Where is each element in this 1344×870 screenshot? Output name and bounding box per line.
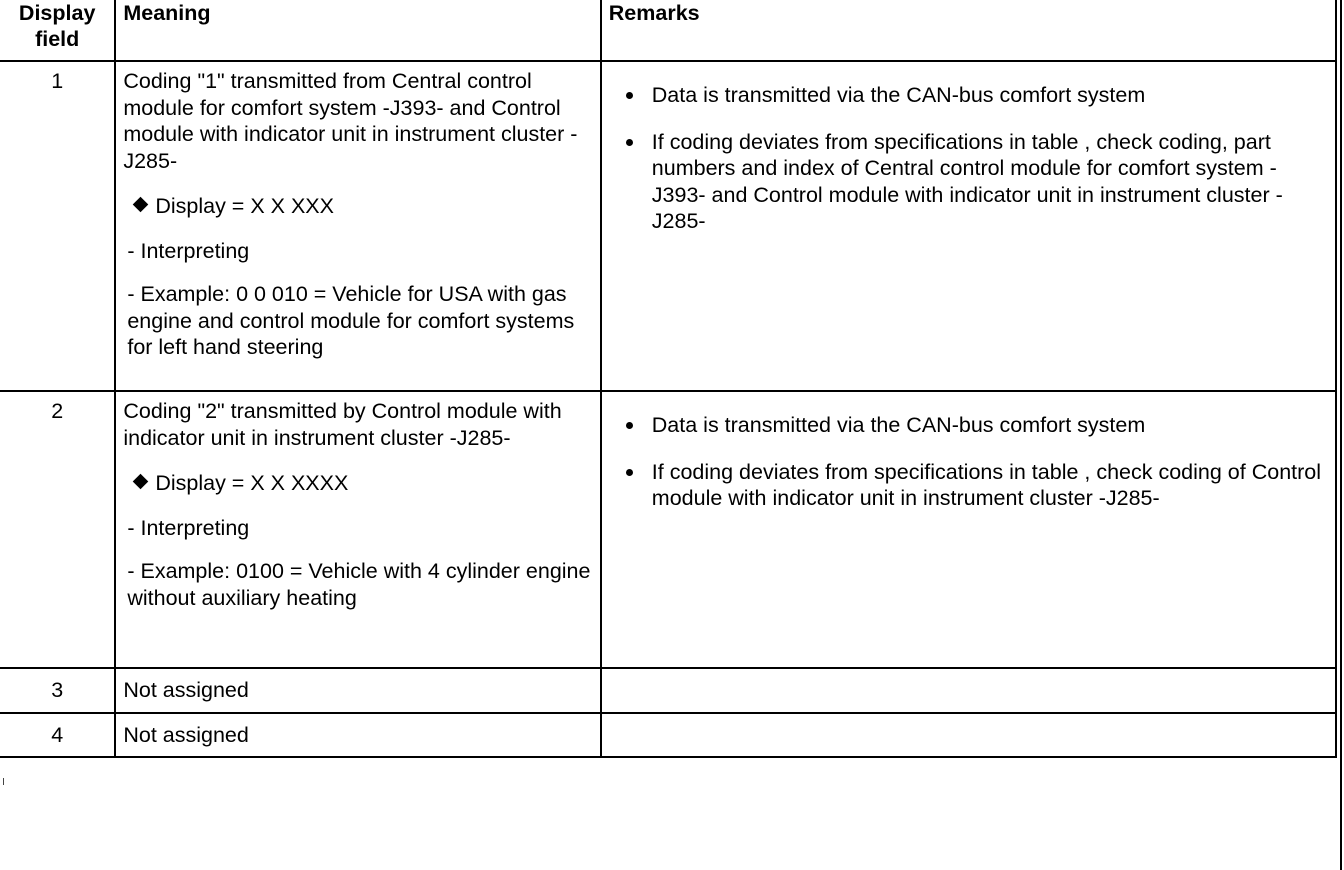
example-text: - Example: 0 0 010 = Vehicle for USA with gas engine and control module for comfort systems for left hand steering (127, 282, 575, 359)
row-meaning: Not assigned (115, 668, 600, 713)
table-row (0, 713, 1336, 758)
row-display-field: 2 (0, 391, 115, 668)
table-row (0, 391, 1336, 668)
row-remarks (601, 668, 1336, 713)
page-right-border (1340, 0, 1342, 870)
remark-item (624, 459, 1325, 512)
remarks-list (624, 82, 1325, 235)
bullet-icon (626, 139, 633, 146)
remark-item (624, 412, 1325, 439)
header-remarks: Remarks (601, 0, 1336, 61)
meaning-text: Coding "1" transmitted from Central control module for comfort system -J393- and Control module with indicator unit in instrument cluster -J285- (123, 69, 578, 173)
row-meaning (115, 61, 600, 391)
bullet-icon (626, 469, 633, 476)
meaning-text: Coding "2" transmitted by Control module with indicator unit in instrument cluster -J285- (123, 399, 562, 450)
row-display-field: 3 (0, 668, 115, 713)
remark-item (624, 82, 1325, 109)
display-line (129, 193, 591, 220)
table-row (0, 61, 1336, 391)
row-display-field: 4 (0, 713, 115, 758)
display-value: Display = X X XXX (155, 194, 334, 218)
header-display-field-line2: field (35, 27, 80, 51)
interpreting-text: - Interpreting (127, 515, 250, 540)
remark-text: If coding deviates from specifications in table , check coding of Control module with indicator unit in instrument cluster -J285- (651, 459, 1322, 510)
header-display-field-line1: Display (18, 1, 96, 25)
table-row (0, 668, 1336, 713)
example-text: - Example: 0100 = Vehicle with 4 cylinder engine without auxiliary heating (127, 559, 591, 610)
diamond-bullet-icon (133, 197, 149, 213)
row-meaning: Not assigned (115, 713, 600, 758)
row-meaning (115, 391, 600, 668)
remark-text: Data is transmitted via the CAN-bus comfort system (651, 83, 1146, 107)
stray-mark (3, 778, 4, 785)
interpreting-text: - Interpreting (127, 238, 250, 263)
remark-text: If coding deviates from specifications in table , check coding, part numbers and index of Central control module for comfort system -J393- and Control module with indicator unit in instrument cluster -J285- (651, 129, 1283, 233)
row-remarks (601, 61, 1336, 391)
header-meaning: Meaning (115, 0, 600, 61)
row-remarks (601, 391, 1336, 668)
remark-item (624, 129, 1325, 235)
bullet-icon (626, 422, 633, 429)
table-header-row (0, 0, 1336, 61)
display-line (129, 470, 591, 497)
bullet-icon (626, 92, 633, 99)
remark-text: Data is transmitted via the CAN-bus comfort system (651, 413, 1146, 437)
row-display-field: 1 (0, 61, 115, 391)
diamond-bullet-icon (133, 474, 149, 490)
display-value: Display = X X XXXX (155, 471, 349, 495)
row-remarks (601, 713, 1336, 758)
remarks-list (624, 412, 1325, 512)
header-display-field (0, 0, 115, 61)
